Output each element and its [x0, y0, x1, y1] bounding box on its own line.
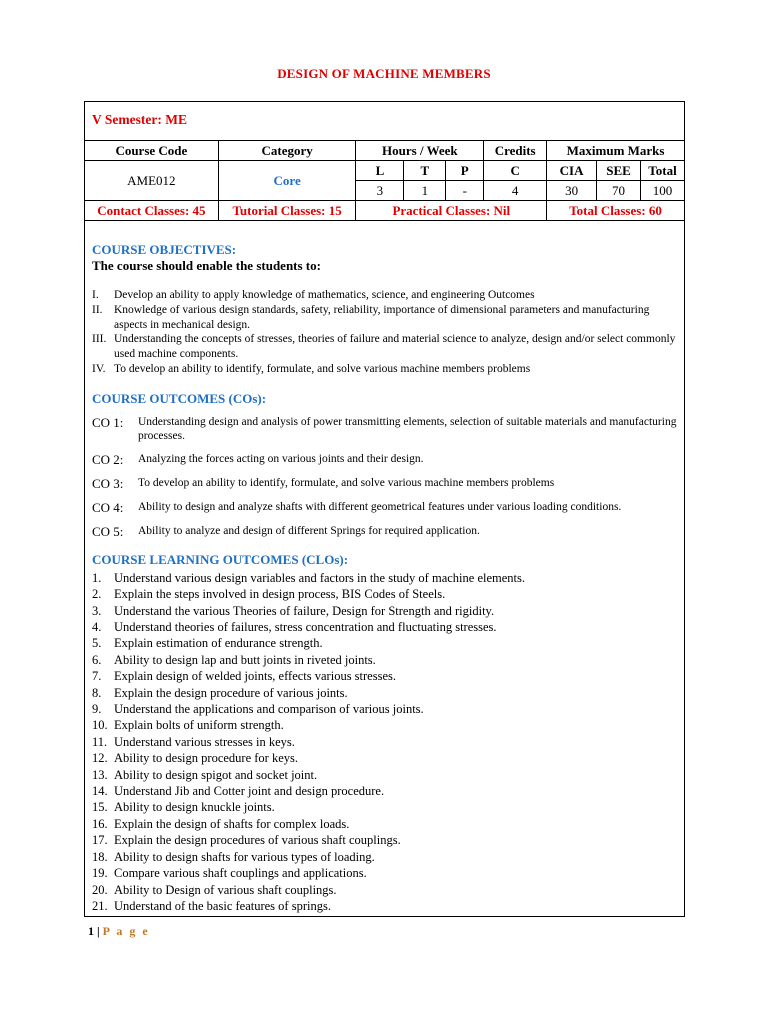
sub-header-see: SEE: [597, 161, 641, 181]
objective-item-number: III.: [92, 333, 107, 346]
clo-item-text: Explain estimation of endurance strength.: [114, 636, 323, 651]
clo-item-number: 15.: [92, 800, 108, 815]
value-c: 4: [484, 181, 547, 201]
clo-item-number: 18.: [92, 849, 108, 864]
clo-item-number: 8.: [92, 685, 102, 700]
objective-item-text: To develop an ability to identify, formulate, and solve various machine members problems: [114, 362, 531, 375]
clo-item-number: 7.: [92, 669, 102, 684]
clos-list: [92, 570, 677, 915]
clo-item-number: 2.: [92, 587, 102, 602]
clo-item-number: 20.: [92, 882, 108, 897]
clo-item: [92, 865, 677, 881]
page-label: P a g e: [102, 924, 150, 938]
sub-header-p: P: [446, 161, 484, 181]
course-frame: [84, 101, 685, 917]
outcomes-list: [92, 415, 677, 540]
clo-item-text: Understand various design variables and factors in the study of machine elements.: [114, 570, 525, 585]
clo-item-number: 13.: [92, 767, 108, 782]
objective-item-number: IV.: [92, 362, 106, 375]
clo-item: [92, 882, 677, 898]
header-maximum-marks: Maximum Marks: [547, 141, 685, 161]
outcome-item-number: CO 4:: [92, 499, 124, 515]
document-title: DESIGN OF MACHINE MEMBERS: [277, 66, 491, 81]
clo-item-number: 6.: [92, 652, 102, 667]
clo-item: [92, 701, 677, 717]
category-value: Core: [218, 161, 356, 201]
clo-item: [92, 635, 677, 651]
sub-header-l: L: [356, 161, 404, 181]
objective-item-text: Develop an ability to apply knowledge of mathematics, science, and engineering Outcomes: [114, 289, 535, 301]
outcome-item: [92, 476, 677, 492]
value-l: 3: [356, 181, 404, 201]
outcome-item-number: CO 5:: [92, 523, 124, 539]
clo-item: [92, 603, 677, 619]
outcome-item-text: Analyzing the forces acting on various joints and their design.: [138, 452, 424, 465]
sub-header-cia: CIA: [547, 161, 597, 181]
objectives-intro: The course should enable the students to:: [92, 258, 321, 273]
outcome-item-text: Ability to analyze and design of different Springs for required application.: [138, 524, 480, 537]
clo-item-text: Understand Jib and Cotter joint and design procedure.: [114, 784, 385, 799]
clo-item-text: Explain the steps involved in design process, BIS Codes of Steels.: [114, 587, 446, 602]
value-total: 100: [640, 181, 684, 201]
practical-classes: Practical Classes: Nil: [356, 201, 547, 221]
objective-item: [92, 303, 677, 333]
clo-item: [92, 799, 677, 815]
header-course-code: Course Code: [85, 141, 219, 161]
value-cia: 30: [547, 181, 597, 201]
clo-item-number: 5.: [92, 636, 102, 651]
clo-item: [92, 767, 677, 783]
clo-item-text: Ability to Design of various shaft couplings.: [114, 882, 337, 897]
clo-item: [92, 783, 677, 799]
clo-item-text: Ability to design lap and butt joints in riveted joints.: [114, 652, 376, 667]
outcome-item: [92, 524, 677, 540]
page-number: 1: [88, 924, 94, 938]
header-category: Category: [218, 141, 356, 161]
clo-item-text: Understand of the basic features of springs.: [114, 898, 331, 913]
clo-item-number: 10.: [92, 718, 108, 733]
outcome-item-text: Understanding design and analysis of power transmitting elements, selection of suitable materials and manufacturing processes.: [138, 415, 677, 443]
outcome-item-number: CO 3:: [92, 475, 124, 491]
clo-item: [92, 816, 677, 832]
clo-item-number: 4.: [92, 620, 102, 634]
clo-item: [92, 832, 677, 848]
clo-item-number: 1.: [92, 570, 102, 585]
objective-item-number: II.: [92, 303, 103, 316]
clo-item-number: 16.: [92, 816, 108, 831]
clo-item-text: Ability to design knuckle joints.: [114, 800, 275, 815]
sub-header-t: T: [404, 161, 446, 181]
sub-header-c: C: [484, 161, 547, 181]
outcome-item-number: CO 2:: [92, 451, 124, 467]
objective-item: [92, 332, 677, 362]
clo-item-text: Ability to design procedure for keys.: [114, 751, 298, 766]
sub-header-total: Total: [640, 161, 684, 181]
outcomes-heading: COURSE OUTCOMES (COs):: [92, 390, 267, 406]
clo-item: [92, 734, 677, 750]
outcome-item: [92, 452, 677, 468]
outcome-item-number: CO 1:: [92, 414, 124, 430]
clo-item-text: Understand the applications and comparison of various joints.: [114, 702, 424, 717]
clo-item: [92, 586, 677, 602]
clo-item: [92, 750, 677, 766]
contact-classes: Contact Classes: 45: [85, 201, 219, 221]
clo-item-number: 19.: [92, 866, 108, 881]
clo-item: [92, 652, 677, 668]
clo-item-text: Ability to design shafts for various types of loading.: [114, 849, 375, 864]
clo-item-number: 3.: [92, 603, 102, 618]
course-content: [92, 242, 677, 914]
total-classes: Total Classes: 60: [547, 201, 685, 221]
page-separator: |: [97, 924, 100, 938]
clo-item-number: 17.: [92, 833, 108, 848]
clo-item-number: 11.: [92, 734, 108, 749]
clo-item-number: 14.: [92, 784, 108, 799]
clo-item-text: Understand theories of failures, stress concentration and fluctuating stresses.: [114, 620, 497, 634]
outcome-item-text: To develop an ability to identify, formulate, and solve various machine members problems: [138, 476, 555, 489]
clo-item-text: Explain the design of shafts for complex loads.: [114, 816, 350, 831]
clo-item-text: Explain bolts of uniform strength.: [114, 718, 284, 733]
objective-item-text: Knowledge of various design standards, safety, reliability, importance of dimensional parameters and manufacturing aspects in mechanical design.: [114, 303, 650, 331]
clo-item: [92, 570, 677, 586]
clo-item: [92, 685, 677, 701]
outcome-item: [92, 500, 677, 516]
value-t: 1: [404, 181, 446, 201]
header-hours-week: Hours / Week: [356, 141, 484, 161]
page-footer: [88, 924, 150, 939]
objective-item-number: I.: [92, 289, 99, 301]
objective-item: [92, 362, 677, 377]
clo-item: [92, 619, 677, 635]
value-p: -: [446, 181, 484, 201]
clo-item-text: Understand various stresses in keys.: [114, 734, 295, 749]
clo-item: [92, 898, 677, 914]
clo-item: [92, 717, 677, 733]
objective-item: [92, 288, 677, 303]
outcome-item: [92, 415, 677, 444]
clo-item-number: 21.: [92, 898, 108, 913]
clo-item-text: Explain the design procedure of various joints.: [114, 685, 348, 700]
clo-item-text: Compare various shaft couplings and applications.: [114, 866, 367, 881]
objectives-heading: COURSE OBJECTIVES:: [92, 242, 237, 257]
clo-item: [92, 849, 677, 865]
clo-item-text: Explain the design procedures of various shaft couplings.: [114, 833, 401, 848]
objective-item-text: Understanding the concepts of stresses, theories of failure and material science to analyze, design and/or select commonly used machine components.: [114, 333, 676, 361]
clo-item: [92, 668, 677, 684]
clo-item-text: Understand the various Theories of failure, Design for Strength and rigidity.: [114, 603, 495, 618]
value-see: 70: [597, 181, 641, 201]
clo-item-text: Ability to design spigot and socket joint.: [114, 767, 318, 782]
course-code-value: AME012: [85, 161, 219, 201]
course-info-table: [84, 140, 685, 221]
outcome-item-text: Ability to design and analyze shafts with different geometrical features under various loading conditions.: [138, 500, 622, 513]
clo-item-number: 9.: [92, 702, 102, 717]
semester-label: V Semester: ME: [92, 112, 187, 127]
objectives-list: [92, 288, 677, 377]
clo-item-number: 12.: [92, 751, 108, 766]
tutorial-classes: Tutorial Classes: 15: [218, 201, 356, 221]
clos-heading: COURSE LEARNING OUTCOMES (CLOs):: [92, 551, 349, 567]
header-credits: Credits: [484, 141, 547, 161]
clo-item-text: Explain design of welded joints, effects various stresses.: [114, 669, 397, 684]
